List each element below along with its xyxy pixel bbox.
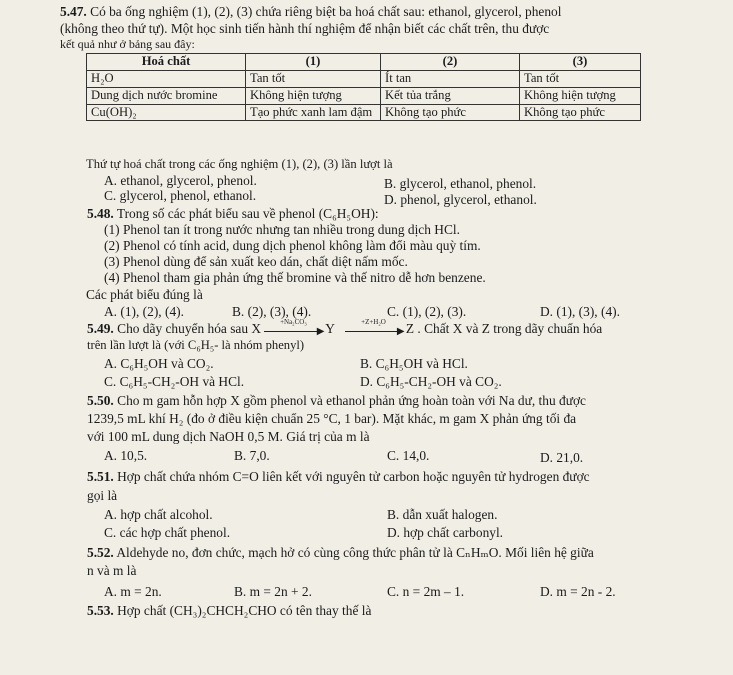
table-cell: Kết tủa trắng [381,87,520,104]
q547-number: 5.47. [60,4,87,19]
q552-number: 5.52. [87,545,114,560]
q552-line2: n và m là [87,563,137,578]
q549-line2: trên lần lượt là (với C₆H₅- là nhóm phenyl) [87,338,305,352]
table-row [87,104,641,121]
q548-statement-2: (2) Phenol có tính acid, dung dịch phenol không làm đổi màu quỳ tím. [104,238,481,253]
q548-statement-1: (1) Phenol tan ít trong nước nhưng tan nhiều trong dung dịch HCl. [104,222,460,237]
q550-option-c: C. 14,0. [387,448,430,463]
q548-line: 5.48. Trong số các phát biểu sau về phenol (C₆H₅OH): [87,206,379,221]
q548-statement-3: (3) Phenol dùng để sản xuất keo dán, chất diệt nấm mốc. [104,254,408,269]
table-cell: Không tạo phức [520,104,641,121]
table-header-cell: (2) [381,54,520,71]
q551-option-d: D. hợp chất carbonyl. [387,525,504,540]
table-header-cell: (1) [246,54,381,71]
table-header-row [87,54,641,71]
q547-line1: 5.47. Có ba ống nghiệm (1), (2), (3) chứa riêng biệt ba hoá chất sau: ethanol, glycerol, phenol [60,4,562,19]
table-cell: Ít tan [381,70,520,87]
q553-line: 5.53. Hợp chất (CH₃)₂CHCH₂CHO có tên thay thế là [87,603,372,618]
arrow-shaft [264,331,322,332]
results-table [86,53,641,121]
q548-stem: Các phát biểu đúng là [86,287,203,302]
table-cell: H₂O [87,70,246,87]
q551-line2: gọi là [87,488,118,503]
q547-stem: Thứ tự hoá chất trong các ống nghiệm (1), (2), (3) lần lượt là [86,157,393,171]
q550-number: 5.50. [87,393,114,408]
arrow-2-label: +Z+H₂O [361,317,386,326]
q550-line3: với 100 mL dung dịch NaOH 0,5 M. Giá trị của m là [87,429,370,444]
q550-option-d: D. 21,0. [540,450,584,465]
q549-option-c: C. C₆H₅-CH₂-OH và HCl. [104,374,245,389]
table-header-cell: Hoá chất [87,54,246,71]
reaction-arrow-2 [345,317,405,337]
table-cell: Không tạo phức [381,104,520,121]
arrow-head-icon: ▶ [396,325,405,337]
q551-option-b: B. dẫn xuất halogen. [387,507,498,522]
table-cell: Cu(OH)₂ [87,104,246,121]
q548-number: 5.48. [87,206,114,221]
q552-option-a: A. m = 2n. [104,584,162,599]
table-row [87,70,641,87]
q550-line2: 1239,5 mL khí H₂ (đo ở điều kiện chuẩn 25 °C, 1 bar). Mặt khác, m gam X phản ứng tối đa [87,411,577,426]
q549-option-a: A. C₆H₅OH và CO₂. [104,356,214,371]
q548-option-a: A. (1), (2), (4). [104,304,184,319]
table-header-cell: (3) [520,54,641,71]
q547-option-d: D. phenol, glycerol, ethanol. [384,192,537,207]
q547-line2: (không theo thứ tự). Một học sinh tiến hành thí nghiệm để nhận biết các chất trên, thu được [60,21,550,36]
q547-option-b: B. glycerol, ethanol, phenol. [384,176,537,191]
q547-option-a: A. ethanol, glycerol, phenol. [104,173,257,188]
arrow-shaft [345,331,403,332]
table-cell: Tan tốt [246,70,381,87]
q549-option-d: D. C₆H₅-CH₂-OH và CO₂. [360,374,502,389]
q549-number: 5.49. [87,321,114,336]
q549-option-b: B. C₆H₅OH và HCl. [360,356,468,371]
q550-option-a: A. 10,5. [104,448,148,463]
q547-line3: kết quả như ở bảng sau đây: [60,37,195,51]
table-cell: Tạo phức xanh lam đậm [246,104,381,121]
q552-line1: 5.52. Aldehyde no, đơn chức, mạch hở có cùng công thức phân tử là CₙHₘO. Mối liên hệ giữa [87,545,594,560]
q553-number: 5.53. [87,603,114,618]
q551-option-c: C. các hợp chất phenol. [104,525,231,540]
q548-option-d: D. (1), (3), (4). [540,304,620,319]
q550-option-b: B. 7,0. [234,448,270,463]
arrow-head-icon: ▶ [316,325,325,337]
q548-option-b: B. (2), (3), (4). [232,304,312,319]
q550-line1: 5.50. Cho m gam hỗn hợp X gồm phenol và ethanol phản ứng hoàn toàn với Na dư, thu được [87,393,586,408]
q549-line1: 5.49. Cho dãy chuyển hóa sau X +Na₂CO₃ ▶ Y +Z+H₂O ▶ Z . Chất X và Z trong dãy chuẩn hóa [87,317,603,337]
arrow-1-label: +Na₂CO₃ [280,317,307,326]
q548-option-c: C. (1), (2), (3). [387,304,467,319]
table-row [87,87,641,104]
q548-statement-4: (4) Phenol tham gia phản ứng thế bromine và thế nitro dễ hơn benzene. [104,270,486,285]
table-cell: Dung dịch nước bromine [87,87,246,104]
table-cell: Không hiện tượng [246,87,381,104]
q552-option-c: C. n = 2m – 1. [387,584,465,599]
q551-line1: 5.51. Hợp chất chứa nhóm C=O liên kết với nguyên tử carbon hoặc nguyên tử hydrogen được [87,469,590,484]
q552-option-d: D. m = 2n - 2. [540,584,616,599]
q552-option-b: B. m = 2n + 2. [234,584,312,599]
q547-option-c: C. glycerol, phenol, ethanol. [104,188,257,203]
q551-option-a: A. hợp chất alcohol. [104,507,213,522]
reaction-arrow-1 [264,317,325,337]
q551-number: 5.51. [87,469,114,484]
table-cell: Không hiện tượng [520,87,641,104]
table-cell: Tan tốt [520,70,641,87]
